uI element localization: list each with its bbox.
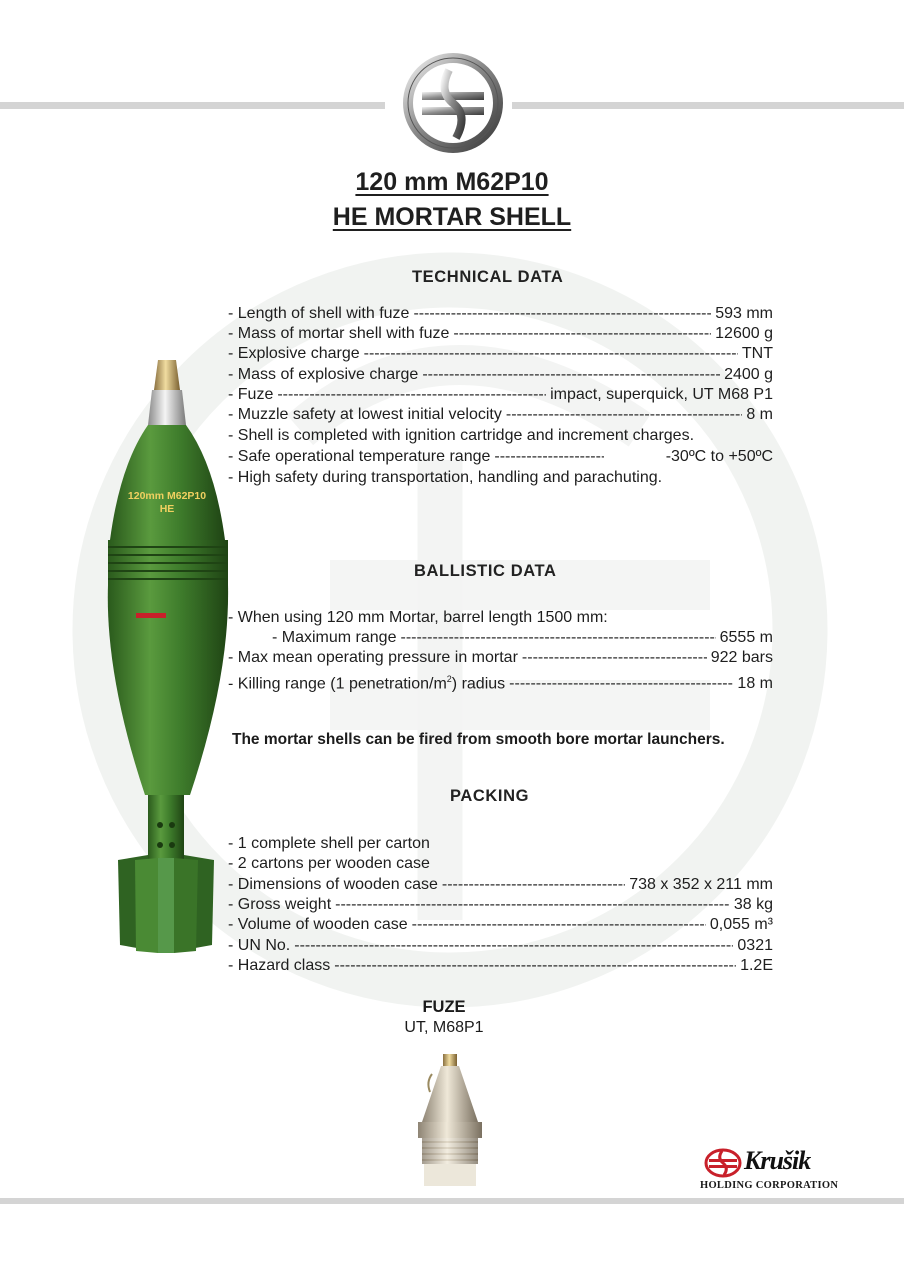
shell-marking-line1: 120mm M62P10 (127, 490, 207, 502)
packing-row-value: 1.2E (740, 957, 773, 974)
ballistic-row-pressure (228, 648, 773, 668)
launcher-note: The mortar shells can be fired from smooth bore mortar launchers. (232, 731, 725, 748)
bottom-rule (0, 1198, 904, 1204)
tech-row-value: TNT (741, 345, 773, 362)
packing-row-label: - Volume of wooden case (228, 916, 408, 933)
packing-row-volume (228, 915, 773, 935)
tech-row-temperature (228, 447, 773, 467)
packing-row-gross-weight (228, 895, 773, 915)
tech-row-value: 2400 g (724, 366, 773, 383)
packing-row-value: 738 x 352 x 211 mm (629, 876, 773, 893)
fuze-heading: FUZE (422, 998, 466, 1016)
shell-marking-line2: HE (159, 503, 175, 515)
tech-row-value: -30ºC to +50ºC (665, 448, 773, 465)
tech-row-muzzle-safety (228, 405, 773, 425)
tech-row-mass (228, 324, 773, 344)
shell-marking (122, 490, 212, 516)
tech-row-length (228, 304, 773, 324)
packing-row-hazard-class (228, 956, 773, 976)
ballistic-row-label: - Killing range (1 penetration/$m^2$) radius (228, 674, 506, 693)
ballistic-row-label: - Max mean operating pressure in mortar (228, 649, 518, 666)
tech-row-explosive (228, 344, 773, 364)
ballistic-intro: - When using 120 mm Mortar, barrel length 1500 mm: (228, 609, 608, 626)
tech-row-value: 8 m (746, 406, 773, 423)
tech-row-label: - Mass of mortar shell with fuze (228, 325, 450, 342)
packing-heading: PACKING (450, 787, 530, 805)
tech-row-label: - Safe operational temperature range (228, 448, 491, 465)
tech-row-explosive-mass (228, 365, 773, 385)
packing-row-label: - UN No. (228, 937, 291, 954)
top-rule-left (0, 102, 385, 109)
tech-row-label: - Muzzle safety at lowest initial velocity (228, 406, 502, 423)
ballistic-row-value: 6555 m (719, 629, 773, 646)
tech-row-label: - Explosive charge (228, 345, 360, 362)
tech-safety-note: - High safety during transportation, handling and parachuting. (228, 469, 663, 486)
packing-row-value: 38 kg (733, 896, 773, 913)
ballistic-row-max-range (272, 628, 773, 648)
tech-row-value: 593 mm (715, 305, 773, 322)
brand-wordmark: Krušik (744, 1146, 811, 1175)
holding-corporation-label: HOLDING CORPORATION (700, 1180, 839, 1191)
ballistic-row-killing-range (228, 669, 773, 694)
packing-row-dimensions (228, 875, 773, 895)
fuze-model: UT, M68P1 (404, 1019, 484, 1036)
tech-row-value: impact, superquick, UT M68 P1 (550, 386, 773, 403)
packing-shell-per-carton: - 1 complete shell per carton (228, 835, 430, 852)
fuze-image (408, 1052, 492, 1192)
ballistic-row-label: - Maximum range (272, 629, 397, 646)
packing-row-value: 0,055 m³ (709, 916, 773, 933)
packing-row-label: - Dimensions of wooden case (228, 876, 438, 893)
ballistic-data-heading: BALLISTIC DATA (414, 562, 557, 580)
top-rule-right (512, 102, 904, 109)
packing-cartons-per-case: - 2 cartons per wooden case (228, 855, 430, 872)
tech-row-label: - Length of shell with fuze (228, 305, 410, 322)
packing-row-label: - Hazard class (228, 957, 331, 974)
packing-row-label: - Gross weight (228, 896, 332, 913)
brand-logo-icon (704, 1148, 742, 1178)
tech-row-fuze (228, 385, 773, 405)
packing-row-value: 0321 (737, 937, 773, 954)
page-title-line1: 120 mm M62P10 (355, 168, 549, 196)
tech-row-value: 12600 g (715, 325, 773, 342)
mortar-shell-image (100, 355, 235, 955)
ballistic-row-value: 18 m (737, 675, 773, 693)
tech-row-label: - Mass of explosive charge (228, 366, 419, 383)
packing-row-un-no (228, 936, 773, 956)
company-emblem (402, 52, 504, 154)
technical-data-heading: TECHNICAL DATA (412, 268, 564, 286)
page-title-line2: HE MORTAR SHELL (332, 203, 572, 231)
ballistic-row-value: 922 bars (710, 649, 773, 666)
tech-row-label: - Fuze (228, 386, 274, 403)
tech-ignition-note: - Shell is completed with ignition cartridge and increment charges. (228, 427, 695, 444)
